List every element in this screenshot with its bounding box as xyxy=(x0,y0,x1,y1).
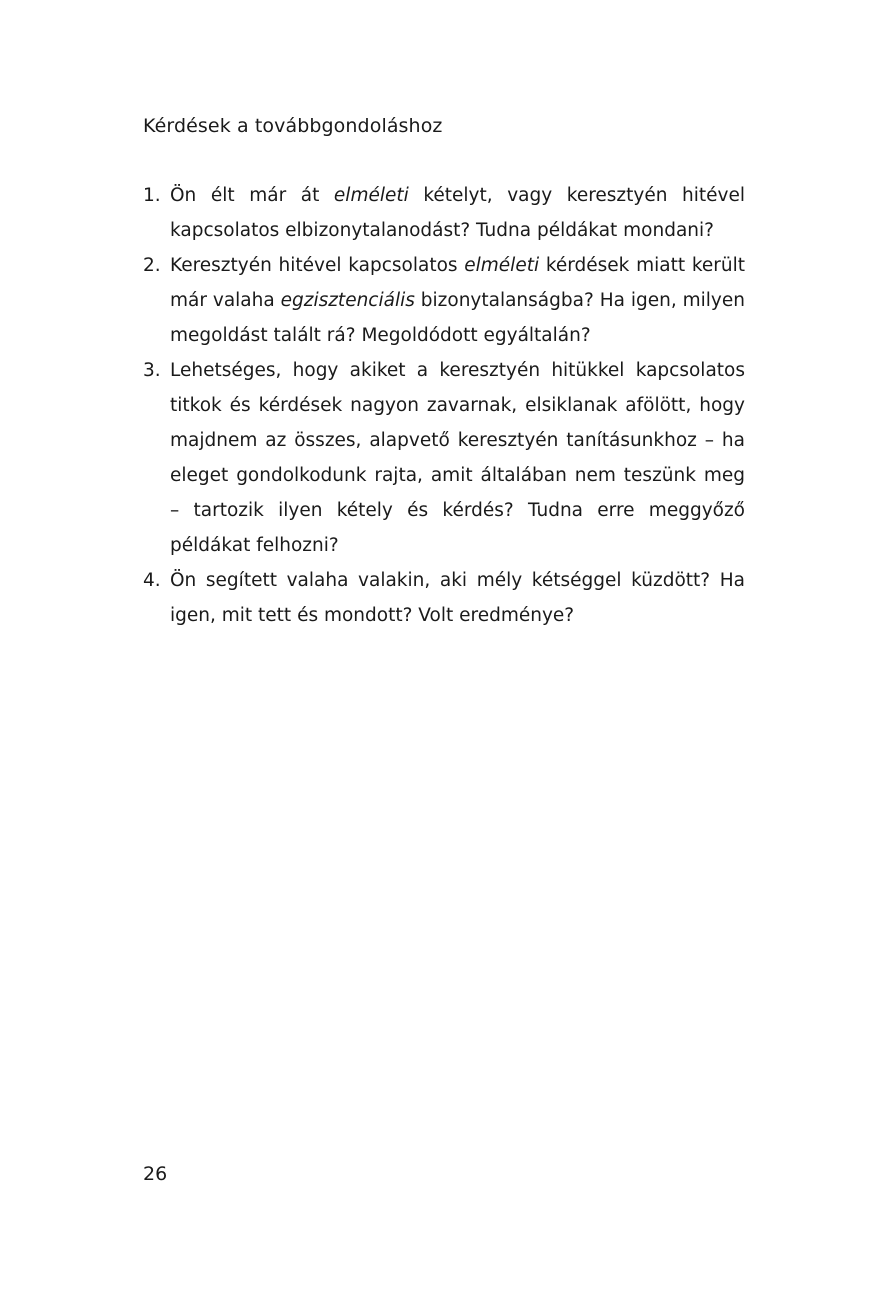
emphasis: egzisztenciális xyxy=(280,290,415,311)
question-number: 4. xyxy=(143,570,161,591)
question-item xyxy=(143,178,745,248)
question-text: Lehetséges, hogy akiket a keresztyén hitükkel kapcsolatos titkok és kérdések nagyon zavarnak, elsiklanak afölött, hogy majdnem az összes, alapvető keresztyén tanításunkhoz – ha eleget gondolkodunk rajta, amit általában nem teszünk meg – tartozik ilyen kétely és kérdés? Tudna erre meggyőző példákat felhozni? xyxy=(170,360,745,556)
question-number: 1. xyxy=(143,185,161,206)
question-list xyxy=(143,178,745,633)
page-number: 26 xyxy=(143,1163,168,1185)
question-text: Ön segített valaha valakin, aki mély kétséggel küzdött? Ha igen, mit tett és mondott? Volt eredménye? xyxy=(170,570,745,626)
question-text: Keresztyén hitével kapcsolatos elméleti kérdések miatt került már valaha egzisztenciális bizonytalanságba? Ha igen, milyen megoldást talált rá? Megoldódott egyáltalán? xyxy=(170,255,745,346)
question-item xyxy=(143,563,745,633)
emphasis: elméleti xyxy=(333,185,409,206)
question-number: 3. xyxy=(143,360,161,381)
question-number: 2. xyxy=(143,255,161,276)
question-text: Ön élt már át elméleti kételyt, vagy keresztyén hitével kapcsolatos elbizonytalanodást? Tudna példákat mondani? xyxy=(170,185,745,241)
question-item xyxy=(143,353,745,563)
section-heading: Kérdések a továbbgondoláshoz xyxy=(143,115,443,137)
emphasis: elméleti xyxy=(464,255,540,276)
question-item xyxy=(143,248,745,353)
